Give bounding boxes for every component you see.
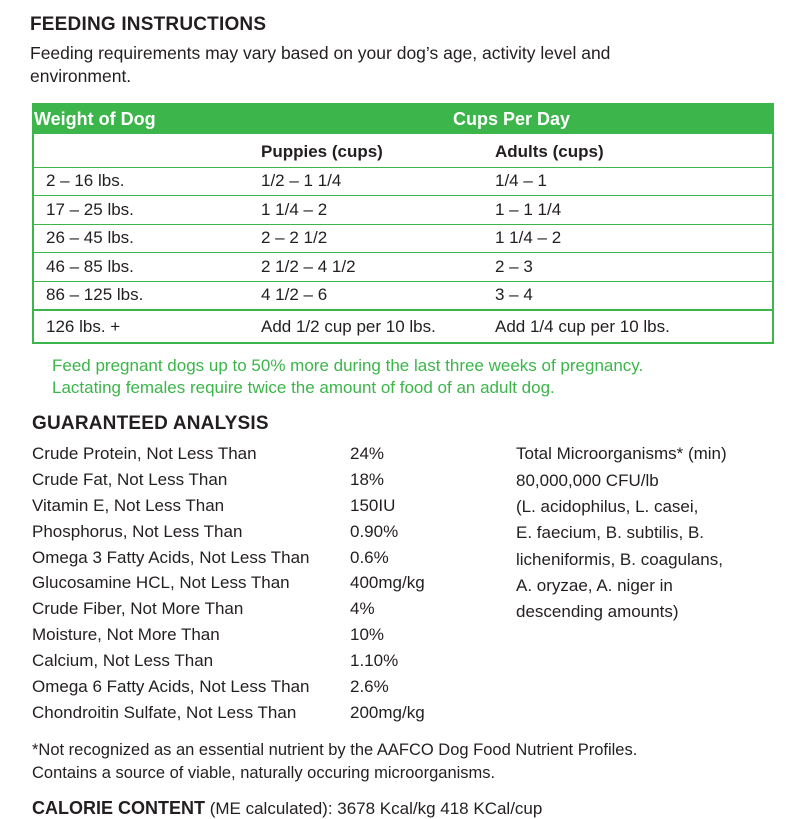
analysis-nutrient-value: 18% [350,470,385,490]
microorganisms-line: E. faecium, B. subtilis, B. [516,523,705,543]
cell-puppies: 4 1/2 – 6 [251,281,489,310]
list-item [30,700,500,726]
analysis-nutrient-value: 150IU [350,495,396,515]
cell-puppies: 1/2 – 1 1/4 [251,167,489,196]
table-row [33,196,773,225]
microorganisms-line: 80,000,000 CFU/lb [516,470,659,490]
cell-puppies: Add 1/2 cup per 10 lbs. [251,310,489,343]
microorganisms-line: Total Microorganisms* (min) [516,444,727,464]
analysis-nutrient-value: 2.6% [350,676,389,696]
analysis-nutrient-name: Crude Protein, Not Less Than [32,444,257,464]
list-item [30,467,500,493]
microorganisms-block [500,441,727,625]
analysis-nutrient-name: Glucosamine HCL, Not Less Than [32,573,290,593]
list-item [30,674,500,700]
footnote-line-2: Contains a source of viable, naturally occuring microorganisms. [32,763,496,782]
feeding-instructions-title: FEEDING INSTRUCTIONS [30,14,267,35]
cell-puppies: 2 – 2 1/2 [251,224,489,253]
cell-adults: 2 – 3 [489,253,773,282]
microorganisms-line: licheniformis, B. coagulans, [516,549,723,569]
list-item [30,545,500,571]
column-header-cups-per-day: Cups Per Day [251,104,773,134]
microorganisms-line: A. oryzae, A. niger in [516,575,673,595]
list-item [30,622,500,648]
pregnancy-note [52,355,774,399]
cell-puppies: 2 1/2 – 4 1/2 [251,253,489,282]
column-header-weight: Weight of Dog [33,104,251,134]
calorie-content-label: CALORIE CONTENT [32,797,205,818]
calorie-content [32,798,774,819]
analysis-nutrient-value: 0.90% [350,521,399,541]
analysis-nutrient-value: 200mg/kg [350,702,425,722]
aafco-footnote [32,739,774,784]
analysis-nutrient-name: Calcium, Not Less Than [32,650,214,670]
cell-weight: 126 lbs. + [33,310,251,343]
list-item [30,570,500,596]
calorie-content-value: (ME calculated): 3678 Kcal/kg 418 KCal/cup [205,798,543,818]
analysis-nutrient-value: 1.10% [350,650,399,670]
pregnancy-note-line-1: Feed pregnant dogs up to 50% more during the last three weeks of pregnancy. [52,356,644,376]
feeding-table-header-row [33,104,773,134]
subheader-blank [33,134,251,168]
analysis-nutrient-value: 4% [350,599,375,619]
analysis-nutrient-value: 24% [350,444,385,464]
analysis-nutrient-name: Crude Fat, Not Less Than [32,470,228,490]
analysis-nutrient-name: Omega 6 Fatty Acids, Not Less Than [32,676,310,696]
cell-puppies: 1 1/4 – 2 [251,196,489,225]
cell-weight: 2 – 16 lbs. [33,167,251,196]
subheader-puppies: Puppies (cups) [261,141,383,161]
analysis-nutrient-value: 400mg/kg [350,573,425,593]
list-item [30,596,500,622]
cell-weight: 26 – 45 lbs. [33,224,251,253]
cell-weight: 86 – 125 lbs. [33,281,251,310]
analysis-nutrient-name: Omega 3 Fatty Acids, Not Less Than [32,547,310,567]
analysis-nutrient-value: 0.6% [350,547,389,567]
cell-weight: 17 – 25 lbs. [33,196,251,225]
table-row [33,253,773,282]
cell-adults: 1 – 1 1/4 [489,196,773,225]
analysis-nutrient-value: 10% [350,625,385,645]
table-row [33,167,773,196]
pregnancy-note-line-2: Lactating females require twice the amount of food of an adult dog. [52,378,555,398]
cell-adults: 3 – 4 [489,281,773,310]
feeding-intro-text: Feeding requirements may vary based on your dog’s age, activity level and environment. [30,43,611,87]
cell-adults: Add 1/4 cup per 10 lbs. [489,310,773,343]
table-row [33,310,773,343]
cell-adults: 1 1/4 – 2 [489,224,773,253]
feeding-table-subheader-row [33,134,773,168]
cell-weight: 46 – 85 lbs. [33,253,251,282]
analysis-nutrient-name: Moisture, Not More Than [32,625,220,645]
table-row [33,224,773,253]
guaranteed-analysis-title: GUARANTEED ANALYSIS [32,413,269,435]
list-item [30,519,500,545]
footnote-line-1: *Not recognized as an essential nutrient by the AAFCO Dog Food Nutrient Profiles. [32,741,638,760]
analysis-list [30,441,500,725]
feeding-table [32,103,774,345]
microorganisms-line: descending amounts) [516,602,679,622]
microorganisms-line: (L. acidophilus, L. casei, [516,496,699,516]
analysis-nutrient-name: Phosphorus, Not Less Than [32,521,243,541]
analysis-nutrient-name: Vitamin E, Not Less Than [32,495,225,515]
analysis-nutrient-name: Chondroitin Sulfate, Not Less Than [32,702,297,722]
guaranteed-analysis-body [30,441,774,725]
table-row [33,281,773,310]
list-item [30,441,500,467]
list-item [30,648,500,674]
analysis-nutrient-name: Crude Fiber, Not More Than [32,599,244,619]
subheader-adults: Adults (cups) [495,141,604,161]
cell-adults: 1/4 – 1 [489,167,773,196]
list-item [30,493,500,519]
